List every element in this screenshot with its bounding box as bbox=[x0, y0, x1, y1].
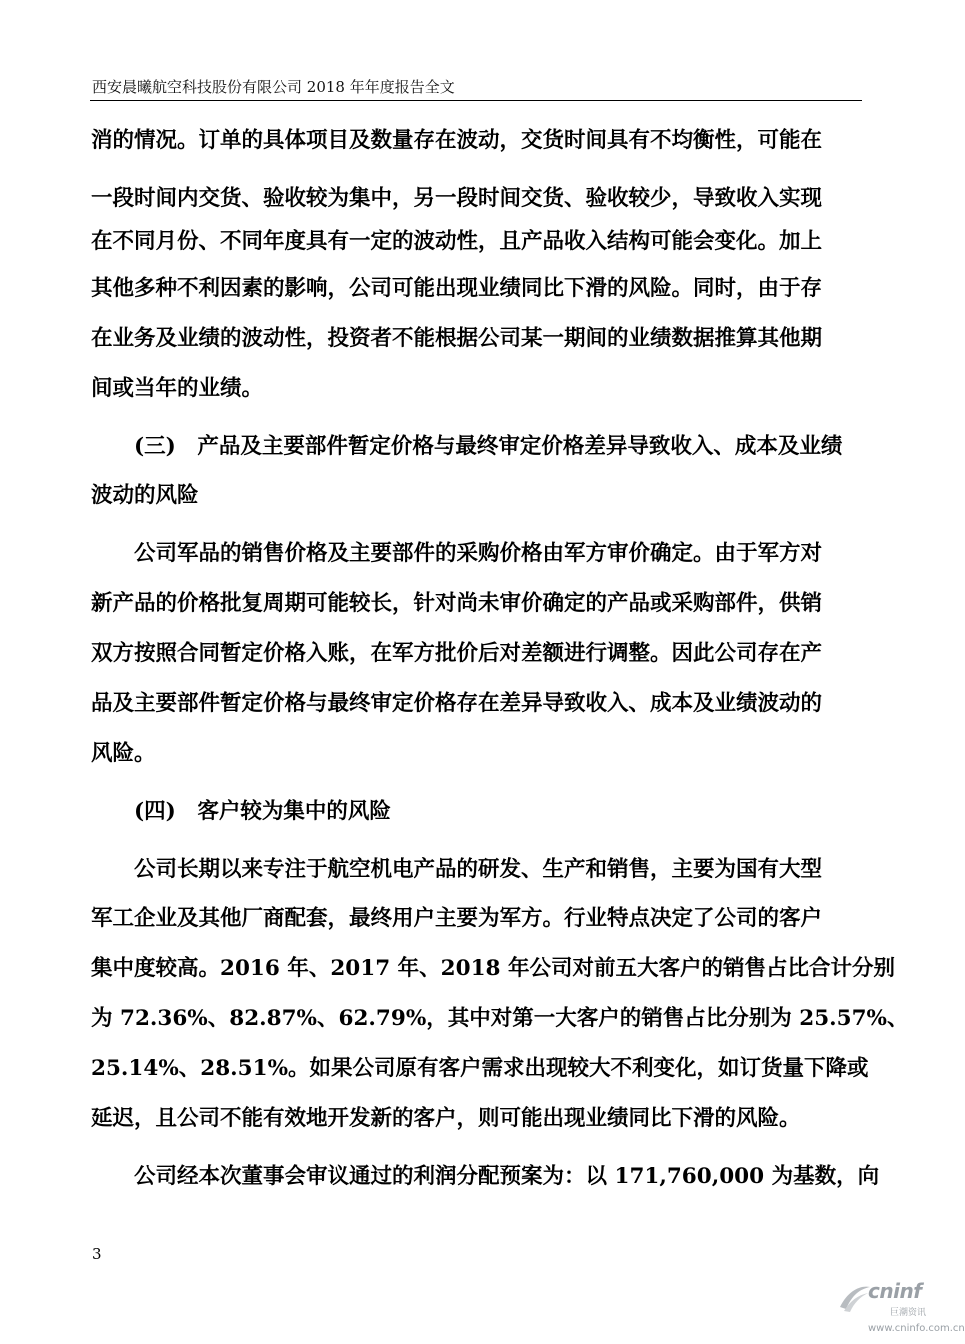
body-line: 新产品的价格批复周期可能较长，针对尚未审价确定的产品或采购部件，供销 bbox=[91, 591, 823, 616]
body-line: 双方按照合同暂定价格入账，在军方批价后对差额进行调整。因此公司存在产 bbox=[91, 641, 823, 666]
body-line: 延迟，且公司不能有效地开发新的客户，则可能出现业绩同比下滑的风险。 bbox=[91, 1106, 801, 1131]
header-divider bbox=[90, 100, 862, 101]
body-line: 军工企业及其他厂商配套，最终用户主要为军方。行业特点决定了公司的客户 bbox=[91, 906, 823, 931]
cninfo-brand: cninf bbox=[868, 1279, 922, 1303]
body-line: 风险。 bbox=[91, 741, 156, 766]
body-line: 间或当年的业绩。 bbox=[91, 376, 264, 401]
body-line: 公司军品的销售价格及主要部件的采购价格由军方审价确定。由于军方对 bbox=[134, 541, 823, 566]
page-header-title: 西安晨曦航空科技股份有限公司 2018 年年度报告全文 bbox=[92, 78, 455, 96]
body-line: 其他多种不利因素的影响，公司可能出现业绩同比下滑的风险。同时，由于存 bbox=[91, 276, 823, 301]
body-line: 一段时间内交货、验收较为集中，另一段时间交货、验收较少，导致收入实现 bbox=[91, 186, 823, 211]
page-number: 3 bbox=[92, 1245, 102, 1263]
body-line: 在不同月份、不同年度具有一定的波动性，且产品收入结构可能会变化。加上 bbox=[91, 229, 823, 254]
body-line: 品及主要部件暂定价格与最终审定价格存在差异导致收入、成本及业绩波动的 bbox=[91, 691, 823, 716]
section-heading-3: (三) 产品及主要部件暂定价格与最终审定价格差异导致收入、成本及业绩 bbox=[134, 434, 843, 459]
body-line: 25.14%、28.51%。如果公司原有客户需求出现较大不利变化，如订货量下降或 bbox=[91, 1056, 869, 1081]
body-line: 公司长期以来专注于航空机电产品的研发、生产和销售，主要为国有大型 bbox=[134, 857, 823, 882]
section-heading-3-cont: 波动的风险 bbox=[91, 483, 199, 508]
cninfo-watermark-logo bbox=[838, 1277, 965, 1339]
body-line: 为 72.36%、82.87%、62.79%，其中对第一大客户的销售占比分别为 25.57%、 bbox=[91, 1006, 909, 1031]
body-line: 集中度较高。2016 年、2017 年、2018 年公司对前五大客户的销售占比合计分别 bbox=[91, 956, 895, 981]
cninfo-brand-cn: 巨潮资讯 bbox=[890, 1308, 927, 1318]
cninfo-url: www.cninfo.com.cn bbox=[868, 1323, 965, 1334]
body-line: 公司经本次董事会审议通过的利润分配预案为：以 171,760,000 为基数，向 bbox=[134, 1164, 880, 1189]
body-line: 消的情况。订单的具体项目及数量存在波动，交货时间具有不均衡性，可能在 bbox=[91, 128, 823, 153]
cninfo-swoosh-icon bbox=[838, 1281, 872, 1313]
body-line: 在业务及业绩的波动性，投资者不能根据公司某一期间的业绩数据推算其他期 bbox=[91, 326, 823, 351]
section-heading-4: (四) 客户较为集中的风险 bbox=[134, 799, 391, 824]
